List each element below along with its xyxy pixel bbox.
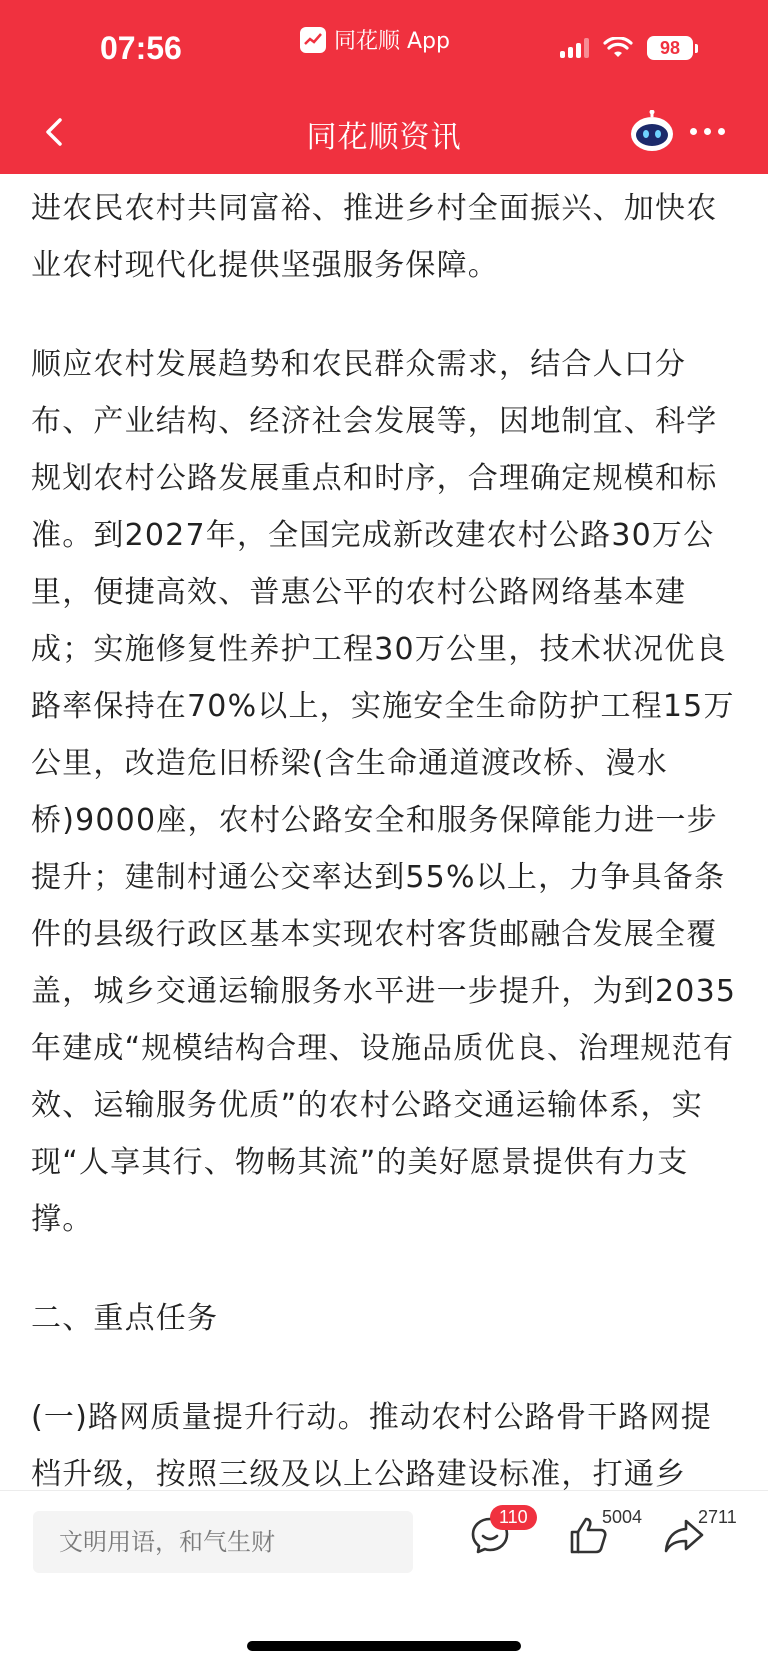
- status-time: 07:56: [100, 30, 182, 66]
- more-options-icon[interactable]: [690, 128, 725, 135]
- section-heading: 二、重点任务: [31, 1301, 219, 1336]
- app-name: 同花顺 App: [334, 29, 450, 54]
- comment-button[interactable]: [468, 1507, 528, 1557]
- bottom-action-bar: [0, 1490, 768, 1666]
- navigation-bar: [0, 90, 768, 174]
- like-button[interactable]: [566, 1507, 643, 1557]
- page-title: 同花顺资讯: [306, 120, 462, 155]
- battery-tip: [695, 44, 698, 53]
- article-body: [31, 180, 741, 1490]
- share-button[interactable]: [662, 1507, 737, 1557]
- comment-input[interactable]: 文明用语，和气生财: [33, 1511, 413, 1573]
- battery-level: 98: [659, 37, 681, 58]
- app-logo-icon: [300, 27, 326, 53]
- article-paragraph: 进农民农村共同富裕、推进乡村全面振兴、加快农业农村现代化提供坚强服务保障。: [31, 191, 718, 283]
- status-indicators: [560, 36, 698, 60]
- article-paragraph: 顺应农村发展趋势和农民群众需求，结合人口分布、产业结构、经济社会发展等，因地制宜、科学规划农村公路发展重点和时序，合理确定规模和标准。到2027年，全国完成新改建农村公路30万公里，便捷高效、普惠公平的农村公路网络基本建成；实施修复性养护工程30万公里，技术状况优良路率保持在70%以上，实施安全生命防护工程15万公里，改造危旧桥梁(含生命通道渡改桥、漫水桥)9000座，农村公路安全和服务保障能力进一步提升；建制村通公交率达到55%以上，力争具备条件的县级行政区基本实现农村客货邮融合发展全覆盖，城乡交通运输服务水平进一步提升，为到2035年建成“规模结构合理、设施品质优良、治理规范有效、运输服务优质”的农村公路交通运输体系，实现“人享其行、物畅其流”的美好愿景提供有力支撑。: [31, 347, 737, 1237]
- wifi-icon: [603, 37, 633, 59]
- article-paragraph: (一)路网质量提升行动。推动农村公路骨干路网提档升级，按照三级及以上公路建设标准，打通乡: [31, 1400, 713, 1490]
- share-count: 2711: [698, 1507, 737, 1527]
- cellular-signal-icon: [560, 38, 589, 58]
- back-to-app-indicator[interactable]: [300, 24, 450, 55]
- battery-icon: [647, 36, 693, 60]
- comment-count-badge: 110: [490, 1505, 537, 1530]
- ai-assistant-robot-icon[interactable]: [628, 110, 676, 154]
- like-count: 5004: [602, 1507, 643, 1527]
- status-bar: [0, 0, 768, 90]
- home-indicator[interactable]: [247, 1641, 521, 1651]
